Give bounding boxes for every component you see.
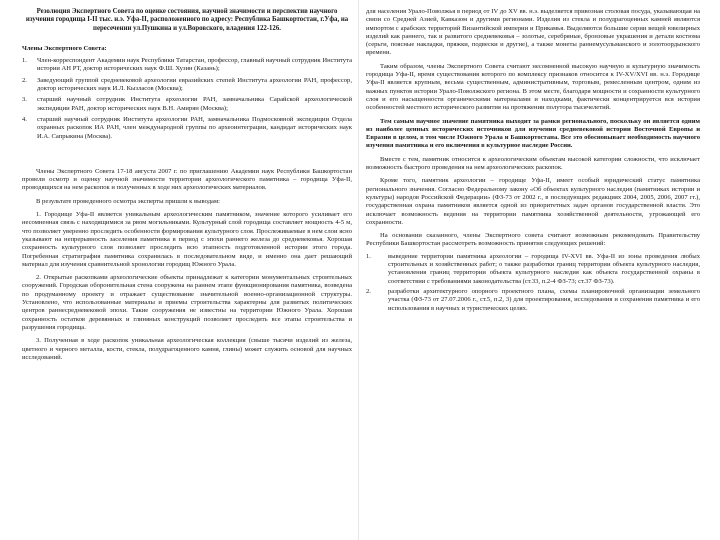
member-item xyxy=(22,77,352,94)
right-column xyxy=(366,8,700,536)
member-text: старший научный сотрудник Института археологии РАН, замначальника Подмосковной экспедиции Отдела охранных раскопок ИА РАН, член международной группы по археоинтеграции, кандидат исторических наук И.А. Сапрыкина (Москва). xyxy=(37,115,352,140)
member-text: старший научный сотрудник Института археологии РАН, замначальника Сарайской археологической экспедиции РАН, доктор исторических наук В.Н. Амирян (Москва); xyxy=(37,96,352,112)
members-list xyxy=(22,57,352,141)
member-number: 1. xyxy=(22,57,27,65)
paragraph: 2. Открытые раскопками археологические объекты принадлежат к категории монументальных строительных сооружений. Городская оборонительная стена сооружена на раннем этапе функционирования памятника, возведена по продуманному проекту и отражает существование значительной военно-организационной структуры. Установлено, что использованные материалы и приемы строительства характерны для развитых политических центров раннесредневековой эпохи. Такие сооружения не известны на территории Южного Урала. Хорошая сохранность остатков деревянных и глиняных конструкций позволяет проследить все этапы строительства и разрушения городища. xyxy=(22,274,352,331)
paragraph: Кроме того, памятник археологии – городище Уфа-II, имеет особый юридический статус памятника регионального значения. Согласно Федеральному закону «Об объектах культурного наследия (памятниках истории и культуры) народов Российской Федерации» (ФЗ-73 от 2002 г., в последующих редакциях 2004, 2005, 2006, 2007 гг.), государственная охрана памятников является одной из приоритетных задач органов государственной власти. Это исключает возможность ведения на территории памятника хозяйственной деятельности, угрожающей его сохранности. xyxy=(366,177,700,226)
paragraph: В результате проведенного осмотра эксперты пришли к выводам: xyxy=(36,197,220,205)
member-number: 3. xyxy=(22,96,27,104)
recommendation-text: разработки архитектурного опорного проектного плана, схемы планировочной организации земельного участка (ФЗ-73 от 27.07.2006 г., ст.5, п.2, 3) для проектирования, исследования и сохранения памятника и его использования в научных и туристических целях. xyxy=(388,287,700,312)
member-item xyxy=(22,96,352,113)
paragraph: Вместе с тем, памятник относится к археологическим объектам высокой категории сложности, что исключает возможность быстрого проведения на нем археологических раскопок. xyxy=(366,155,700,172)
recommendations-intro: На основании сказанного, члены Экспертного совета считают возможным рекомендовать Правительству Республики Башкортостан рассмотреть возможность принятия следующих решений: xyxy=(366,232,700,248)
section-gap xyxy=(22,144,352,168)
paragraph: Члены Экспертного Совета 17-18 августа 2007 г. по приглашению Академии наук Республики Башкортостан провели осмотр и оценку научной значимости территории археологического памятника – городища Уфа-II, проводящихся на нем раскопок и полученных в ходе них археологических материалов. xyxy=(22,167,352,192)
members-heading: Члены Экспертного Совета: xyxy=(22,44,107,52)
recommendation-item xyxy=(366,288,700,313)
document-title: Резолюция Экспертного Совета по оценке состояния, научной значимости и перспектив научного изучения городища I-II тыс. н.э. Уфа-II, расположенного по адресу: Республика Башкортостан, г.Уфа, на пересечении ул.Пушкина и ул.Воровского, владения 122-126. xyxy=(25,8,349,32)
paragraph: 1. Городище Уфа-II является уникальным археологическим памятником, значение которого усиливает его несомненная связь с находящимися за рвом могильниками. Культурный слой городища составляет мощность 4-5 м, что позволяет уверенно проследить особенности формирования культурного слоя. Прослеживаемые в нем слои ясно указывают на непрерывность заселения памятника в период с эпохи раннего железа до средневековья. Хорошая сохранность культурного слоя позволяет проследить всю этапность подготовленной истории этого города. Погребенная стратиграфия памятника сохранилась в последовательном виде, и именно она дает решающий материал для изучения сравнительной хронологии городищ Южного Урала. xyxy=(22,211,352,268)
member-item xyxy=(22,57,352,74)
recommendation-number: 1. xyxy=(366,252,371,260)
paragraph: 3. Полученная в ходе раскопок уникальная археологическая коллекция (свыше тысячи изделий из железа, цветного и черного металла, кости, стекла, полудрагоценного камня, глины) может служить основой для научных исследований. xyxy=(22,337,352,361)
paragraph: для населения Урало-Поволжья в период от IV до XV вв. н.э. выделяется привозная столовая посуда, указывающая на связи со Средней Азией, Кавказом и другими регионами. Изделия из стекла и полудрагоценных камней являются импортом с арабских территорий Византийской империи и Прикамья. Выделяются большие серии вещей ювелирных изделий как раннего, так и развитого средневековья – золотые, серебряные, бронзовые украшения и детали костюма (серьги, поясные накладки, пряжки, подвески и другие), а также монеты раннемусульманского и золотоордынского времени. xyxy=(366,8,700,57)
recommendation-item xyxy=(366,253,700,286)
recommendations-list xyxy=(366,253,700,313)
member-text: Член-корреспондент Академии наук Республики Татарстан, профессор, главный научный сотрудник Института истории АН РТ, доктор исторических наук Ф.Ш. Хузин (Казань); xyxy=(37,57,352,73)
left-column xyxy=(22,8,352,536)
paragraph: Тем самым научное значение памятника выходит за рамки регионального, поскольку он является одним из наиболее ценных исторических источников для изучения средневековой истории Восточной Европы и Евразии в целом, в том числе Южного Урала и Башкортостана. Все это обосновывает необходимость научного изучения памятника и его включения в культурное наследие России. xyxy=(366,117,700,150)
paragraph: Таким образом, члены Экспертного Совета считают несомненной высокую научную и культурную значимость городища Уфа-II, время существования которого по комплексу признаков относится к IV-XV/XVI вв. н.э. Городище Уфа-II является крупным, весьма существенным, административным, торговым, ремесленным центром, одним из важных пунктов истории Урало-Поволжского региона. В этом месте, благодаря мощности и сохранности культурного слоя и его насыщенности органическими материалами и находками, фактически концентрируется вся история особенностей местного исторического развития на протяжении полутора тысячелетий. xyxy=(366,62,700,112)
page-fold-divider xyxy=(358,0,359,540)
member-number: 2. xyxy=(22,76,27,84)
recommendation-number: 2. xyxy=(366,287,371,295)
member-number: 4. xyxy=(22,115,27,123)
member-text: Заведующий группой средневековой археологии евразийских степей Института археологии РАН, профессор, доктор исторических наук И.Л. Кызласов (Москва); xyxy=(37,76,352,93)
recommendation-text: выведение территории памятника археологии – городища IV-XVI вв. Уфа-II из зоны проведения любых строительных и хозяйственных работ; о также разработки границ территории объекта культурного наследия, установления границ территории объекта культурного наследия как объекта государственной охраны в соответствии с требованиями законодательства (ст.33, п.2-4 ФЗ-73; ст.37 ФЗ-73). xyxy=(388,252,700,285)
member-item xyxy=(22,116,352,141)
